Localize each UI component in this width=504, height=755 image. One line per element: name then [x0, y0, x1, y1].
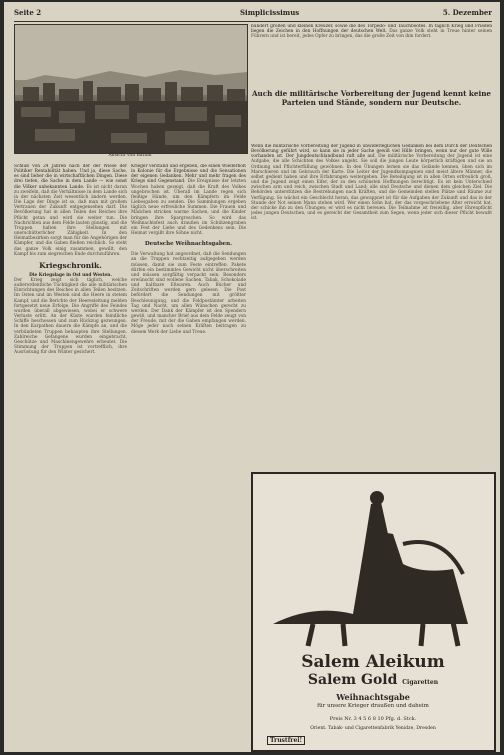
column-3-top — [251, 24, 492, 84]
youth-article-title: Auch die militärische Vorbereitung der Jugend kennt keine Parteien und Stände, sondern nur Deutsche. — [251, 89, 491, 107]
page-number: Seite 2 — [14, 8, 42, 17]
column-1-filler: Es ist nicht daran zu zweifeln, daß die Verhältnisse in dem Lande sich in der nächsten Zeit wesentlich ändern werden. Die Lage der Dinge ist so, daß man mit großem Vertrauen der Zukunft entgegensehen darf. Die Bevölkerung hat in allen Teilen des Reiches ihre Pflicht getan und wird sie weiter tun. Die Nachrichten aus dem Felde lauten günstig, und die Truppen halten ihre Stellungen mit unerschütterlicher Zähigkeit. In den Heimatbezirken sorgt man für die Angehörigen der Kämpfer, und die Gaben fließen reichlich. So steht das ganze Volk einig zusammen, gewillt, den Kampf bis zum siegreichen Ende durchzuführen. — [14, 184, 127, 257]
ad-illustration — [253, 474, 490, 650]
batum-photo — [14, 24, 248, 154]
top-right-text: hundert großen und kleinen Kreuzer, sowie die des Torpedo- und Tauchbootes. In täglich Krieg und Frieden liegen die Zeichen in den Hoffnungen der deutschen Welt. — [251, 24, 492, 35]
ad-trust-badge: Trustfrei! — [267, 736, 305, 745]
ad-footer: Orient. Tabak- und Cigarettenfabrik Yenidze, Dresden — [310, 726, 436, 731]
column-1 — [14, 164, 127, 749]
column-1-intro: Schluß von 24 Jahren nach der der Wiese der Politiker Rentabilität haben. Und ja, diese Sache, es sind lieber die in wirtschaftlichen Dingen. Diese drei tiefen, die Sache in dem Lande — wie sonst die Völker unbekannten Lande. — [14, 164, 127, 190]
header-rule — [14, 21, 492, 22]
top-right-filler: Das ganze Volk steht in Treue hinter seinen Führern und ist bereit, jedes Opfer zu bringen, das die große Zeit von ihm fordert. — [251, 29, 492, 40]
brand-salem-aleikum: Salem Aleikum — [301, 652, 445, 672]
column-2 — [131, 164, 246, 749]
section-heading: Kriegschronik. — [39, 260, 102, 270]
column-3-article — [251, 144, 492, 466]
issue-date: 5. Dezember — [442, 8, 492, 17]
ad-subline: für unsere Krieger draußen und daheim — [317, 703, 429, 709]
column-2-text: Krieger verstand und ergeben, die einen Wiederholt in Kolonie für die Ergebnisse und die Sensationen der eigenen Gedanken. Mehr und mehr fragen des Kriegs sind Gegenstand. — [131, 164, 246, 185]
sub-heading: Die Kriegslage in Ost und Westen. — [29, 272, 112, 278]
youth-article-text: Wenn die militärische Vorbereitung der Jugend in unwiderleglichen Gedanken bei dem Durch der Deutschen Bevölkerung geführt wird, so kann sie in jeder Sache gewiß viel Hilfe bringen, wenn nur der gute Wille vorhanden ist. Der Jungdeutschlandbund ruft alle auf. — [251, 144, 492, 160]
brand-salem-gold: Salem Gold Cigaretten — [307, 672, 439, 688]
ad-price: Preis Nr. 3 4 5 6 8 10 Pfg. d. Stck. — [329, 716, 417, 722]
column-2-heading: Deutsche Weihnachtsgaben. — [144, 241, 233, 248]
ad-headline: Weihnachtsgabe — [336, 692, 410, 702]
column-1-chronicle: Der Krieg zeigt sich täglich, welche außerordentliche Tüchtigkeit die alle militärischen Einrichtungen des Reiches in allen Teilen besitzen. Im Osten und im Westen sind die Heere in stetem Kampf, und die Berichte der Heeresleitung melden fortgesetzt neue Erfolge. Die Angriffe des Feindes wurden überall abgewiesen, wobei er schwere Verluste erlitt. An der Küste wurden feindliche Schiffe beschossen und zum Rückzug gezwungen. In den Karpathen dauern die Kämpfe an, und die verbündeten Truppen behaupten ihre Stellungen. Zahlreiche Gefangene wurden eingebracht, Geschütze und Maschinengewehre erbeutet. Die Stimmung der Truppen ist vortrefflich, ihre Ausrüstung für den Winter gesichert. — [14, 277, 127, 356]
column-2-filler: Die Ereignisse der letzten Wochen haben gezeigt, daß die Kraft des Volkes ungebrochen ist. Überall im Lande regen sich fleißige Hände, um den Kämpfern im Felde Liebesgaben zu senden. Die Sammlungen ergeben täglich neue erfreuliche Summen. Die Frauen und Mädchen stricken warme Sachen, und die Kinder bringen ihre Spargroschen. So wird das Weihnachtsfest auch draußen im Schützengraben ein Fest der Liebe und des Gedenkens sein. Die Heimat vergißt ihre Söhne nicht. — [131, 179, 246, 237]
salem-advertisement — [251, 472, 496, 752]
newspaper-page — [4, 2, 500, 752]
page-header — [14, 8, 492, 20]
photo-caption: Ansicht von Batum — [108, 153, 152, 158]
paper-name: Simplicissimus — [240, 8, 300, 17]
column-2-more: Die Verwaltung hat angeordnet, daß die Sendungen an die Truppen rechtzeitig aufgegeben werden müssen, damit sie zum Feste eintreffen. Pakete dürfen ein bestimmtes Gewicht nicht überschreiten und müssen sorgfältig verpackt sein. Besonders erwünscht sind wollene Sachen, Tabak, Schokolade und haltbare Eßwaren. Auch Bücher und Zeitschriften werden gern gelesen. Die Post befördert die Sendungen mit größter Beschleunigung, und die Feldpostämter arbeiten Tag und Nacht, um allen Wünschen gerecht zu werden. Der Dank der Kämpfer ist den Spendern gewiß, und mancher Brief aus dem Felde zeugt von der Freude, mit der die Gaben empfangen werden. Möge jeder nach seinen Kräften beitragen zu diesem Werk der Liebe und Treue. — [131, 252, 246, 335]
youth-article-filler: Die militärische Vorbereitung der Jugend ist eine Aufgabe, die alle Schichten des Volkes angeht. Sie soll die jungen Leute körperlich kräftigen und sie an Ordnung und Pflichterfüllung gewöhnen. In den Übungen lernen sie das Gelände kennen, üben sich im Marschieren und im Gebrauch der Karte. Die Leiter der Jugendkompagnien sind meist ältere Männer, die selbst gedient haben und ihre Erfahrungen weitergeben. Die Beteiligung ist in allen Orten erfreulich groß, und die Jugend zeigt einen Eifer, der zu den schönsten Hoffnungen berechtigt. Es ist kein Unterschied zwischen arm und reich, zwischen Stadt und Land; alle sind Deutsche und dienen dem gleichen Ziel. Die Behörden unterstützen die Bestrebungen nach Kräften, und die Gemeinden stellen Plätze und Räume zur Verfügung. So wächst ein Geschlecht heran, das gewappnet ist für die Aufgaben der Zukunft und das in der Stunde der Not seinen Mann stehen wird. Wer einen Sohn hat, der das vorgeschriebene Alter erreicht hat, der schicke ihn zu den Übungen; er wird es nicht bereuen. Die Teilnahme ist freiwillig, aber Ehrenpflicht jedes jungen Deutschen, und es gereicht der Gesamtheit zum Segen, wenn jeder sich dieser Pflicht bewußt ist. — [251, 154, 492, 222]
youth-article-title-block — [251, 90, 492, 107]
